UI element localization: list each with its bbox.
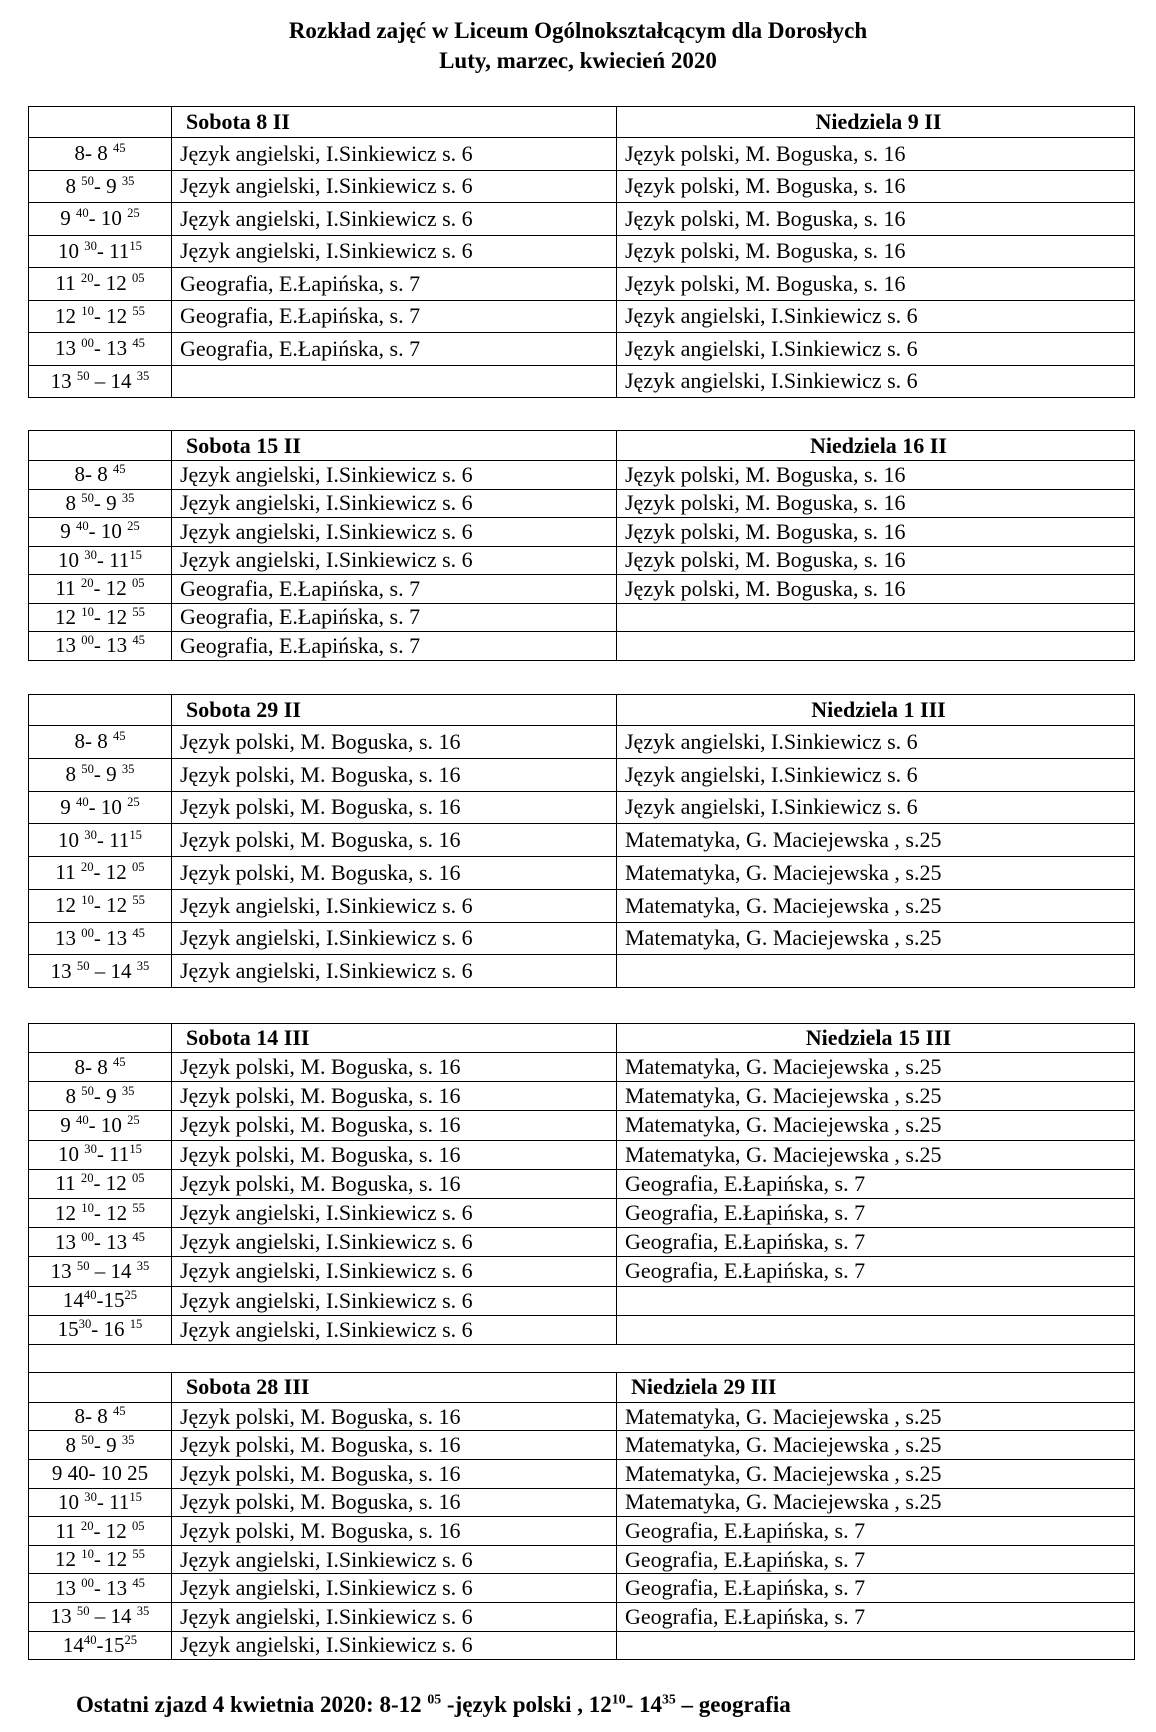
saturday-class-cell: Język angielski, I.Sinkiewicz s. 6	[172, 955, 617, 988]
schedule-row	[29, 1198, 1135, 1227]
saturday-class-cell: Język polski, M. Boguska, s. 16	[172, 1053, 617, 1082]
sunday-class-cell: Matematyka, G. Maciejewska , s.25	[617, 1140, 1135, 1169]
saturday-class-cell: Język polski, M. Boguska, s. 16	[172, 1082, 617, 1111]
time-slot-cell: 8 $^{50}$- 9 $^{35}$	[29, 170, 172, 203]
sunday-class-cell: Geografia, E.Łapińska, s. 7	[617, 1517, 1135, 1546]
sunday-class-cell	[617, 1286, 1135, 1315]
saturday-class-cell: Język polski, M. Boguska, s. 16	[172, 1140, 617, 1169]
sunday-class-cell: Matematyka, G. Maciejewska , s.25	[617, 889, 1135, 922]
sunday-class-cell: Język angielski, I.Sinkiewicz s. 6	[617, 726, 1135, 759]
schedule-row	[29, 758, 1135, 791]
sunday-class-cell: Język polski, M. Boguska, s. 16	[617, 268, 1135, 301]
saturday-class-cell: Język polski, M. Boguska, s. 16	[172, 1488, 617, 1517]
sunday-class-cell	[617, 1631, 1135, 1660]
time-slot-cell: 13 $^{00}$- 13 $^{45}$	[29, 1228, 172, 1257]
time-header-cell	[29, 431, 172, 461]
schedule-row	[29, 889, 1135, 922]
saturday-class-cell: Język angielski, I.Sinkiewicz s. 6	[172, 922, 617, 955]
saturday-class-cell: Język angielski, I.Sinkiewicz s. 6	[172, 1631, 617, 1660]
schedule-row	[29, 461, 1135, 490]
schedule-row	[29, 1140, 1135, 1169]
saturday-class-cell: Język angielski, I.Sinkiewicz s. 6	[172, 235, 617, 268]
saturday-header: Sobota 29 II	[172, 695, 617, 726]
saturday-class-cell: Język angielski, I.Sinkiewicz s. 6	[172, 1228, 617, 1257]
time-slot-cell: 9 $^{40}$- 10 $^{25}$	[29, 1111, 172, 1140]
sunday-class-cell: Geografia, E.Łapińska, s. 7	[617, 1574, 1135, 1603]
time-slot-cell: 11 $^{20}$- 12 $^{05}$	[29, 1517, 172, 1546]
saturday-class-cell: Język polski, M. Boguska, s. 16	[172, 791, 617, 824]
sunday-class-cell: Język polski, M. Boguska, s. 16	[617, 461, 1135, 490]
time-slot-cell: 10 $^{30}$- $11^{15}$	[29, 824, 172, 857]
time-slot-cell: 9 $^{40}$- 10 $^{25}$	[29, 791, 172, 824]
time-slot-cell: 10 $^{30}$- $11^{15}$	[29, 1140, 172, 1169]
saturday-class-cell: Język polski, M. Boguska, s. 16	[172, 1431, 617, 1460]
sunday-class-cell: Matematyka, G. Maciejewska , s.25	[617, 824, 1135, 857]
schedule-row	[29, 1603, 1135, 1632]
time-slot-cell: $15^{30}-$ 16 $^{15}$	[29, 1315, 172, 1344]
schedule-row	[29, 1488, 1135, 1517]
time-slot-cell: 11 $^{20}$- 12 $^{05}$	[29, 575, 172, 604]
sunday-header: Niedziela 16 II	[617, 431, 1135, 461]
saturday-class-cell: Język angielski, I.Sinkiewicz s. 6	[172, 1603, 617, 1632]
sunday-class-cell: Matematyka, G. Maciejewska , s.25	[617, 1053, 1135, 1082]
saturday-header: Sobota 28 III	[172, 1372, 617, 1402]
sunday-class-cell: Geografia, E.Łapińska, s. 7	[617, 1228, 1135, 1257]
schedule-table-weekends-4-5	[28, 1023, 1135, 1660]
schedule-row	[29, 1431, 1135, 1460]
saturday-class-cell: Język angielski, I.Sinkiewicz s. 6	[172, 203, 617, 236]
schedule-row	[29, 1545, 1135, 1574]
time-slot-cell: 13 $^{00}$- 13 $^{45}$	[29, 333, 172, 366]
sunday-class-cell	[617, 1315, 1135, 1344]
table-header-row	[29, 1372, 1135, 1402]
time-slot-cell: 9 $^{40}$- 10 $^{25}$	[29, 203, 172, 236]
schedule-row	[29, 300, 1135, 333]
saturday-class-cell: Geografia, E.Łapińska, s. 7	[172, 300, 617, 333]
time-slot-cell: 8 $^{50}$- 9 $^{35}$	[29, 1082, 172, 1111]
schedule-row	[29, 518, 1135, 547]
saturday-class-cell: Język angielski, I.Sinkiewicz s. 6	[172, 461, 617, 490]
schedule-row	[29, 546, 1135, 575]
saturday-class-cell: Język angielski, I.Sinkiewicz s. 6	[172, 1315, 617, 1344]
saturday-class-cell: Język polski, M. Boguska, s. 16	[172, 1402, 617, 1431]
saturday-class-cell: Język angielski, I.Sinkiewicz s. 6	[172, 489, 617, 518]
sunday-class-cell	[617, 632, 1135, 661]
schedule-row	[29, 1286, 1135, 1315]
separator-row	[29, 1344, 1135, 1372]
sunday-class-cell: Język angielski, I.Sinkiewicz s. 6	[617, 791, 1135, 824]
saturday-class-cell: Język polski, M. Boguska, s. 16	[172, 1169, 617, 1198]
schedule-row	[29, 138, 1135, 171]
time-slot-cell: 10 $^{30}$- $11^{15}$	[29, 235, 172, 268]
saturday-class-cell: Geografia, E.Łapińska, s. 7	[172, 268, 617, 301]
time-slot-cell: $14^{40}-15^{25}$	[29, 1631, 172, 1660]
saturday-class-cell: Geografia, E.Łapińska, s. 7	[172, 333, 617, 366]
sunday-class-cell: Język polski, M. Boguska, s. 16	[617, 575, 1135, 604]
schedule-row	[29, 489, 1135, 518]
saturday-class-cell: Język polski, M. Boguska, s. 16	[172, 726, 617, 759]
sunday-class-cell: Geografia, E.Łapińska, s. 7	[617, 1545, 1135, 1574]
schedule-row	[29, 1631, 1135, 1660]
schedule-row	[29, 1315, 1135, 1344]
schedule-row	[29, 203, 1135, 236]
time-slot-cell: 13 $^{00}$- 13 $^{45}$	[29, 922, 172, 955]
time-slot-cell: 8 $^{50}$- 9 $^{35}$	[29, 1431, 172, 1460]
saturday-header: Sobota 8 II	[172, 107, 617, 138]
time-slot-cell: 8- 8 $^{45}$	[29, 1402, 172, 1431]
sunday-class-cell: Matematyka, G. Maciejewska , s.25	[617, 1460, 1135, 1489]
saturday-class-cell: Geografia, E.Łapińska, s. 7	[172, 632, 617, 661]
sunday-header: Niedziela 15 III	[617, 1024, 1135, 1053]
saturday-class-cell: Język angielski, I.Sinkiewicz s. 6	[172, 889, 617, 922]
schedule-row	[29, 1111, 1135, 1140]
saturday-class-cell: Język polski, M. Boguska, s. 16	[172, 857, 617, 890]
time-header-cell	[29, 1372, 172, 1402]
time-slot-cell: 10 $^{30}$- $11^{15}$	[29, 1488, 172, 1517]
schedule-row	[29, 365, 1135, 398]
sunday-class-cell: Matematyka, G. Maciejewska , s.25	[617, 1431, 1135, 1460]
schedule-row	[29, 1257, 1135, 1286]
footer-note: Ostatni zjazd 4 kwietnia 2020: 8-12 $^{05}$ -język polski , $12^{10}-$ $14^{35}$ – geografia	[76, 1691, 791, 1717]
sunday-class-cell: Geografia, E.Łapińska, s. 7	[617, 1169, 1135, 1198]
time-slot-cell: 12 $^{10}$- 12 $^{55}$	[29, 1545, 172, 1574]
time-slot-cell: 12 $^{10}$- 12 $^{55}$	[29, 300, 172, 333]
time-slot-cell: 13 $^{50}$ – 14 $^{35}$	[29, 955, 172, 988]
sunday-class-cell: Matematyka, G. Maciejewska , s.25	[617, 922, 1135, 955]
page-subtitle: Luty, marzec, kwiecień 2020	[439, 48, 717, 73]
table-header-row	[29, 695, 1135, 726]
time-slot-cell: 8 $^{50}$- 9 $^{35}$	[29, 758, 172, 791]
saturday-class-cell: Język angielski, I.Sinkiewicz s. 6	[172, 1198, 617, 1227]
time-slot-cell: 8- 8 $^{45}$	[29, 1053, 172, 1082]
schedule-table-weekend-1	[28, 106, 1135, 398]
schedule-row	[29, 268, 1135, 301]
sunday-class-cell: Matematyka, G. Maciejewska , s.25	[617, 857, 1135, 890]
sunday-class-cell: Język polski, M. Boguska, s. 16	[617, 546, 1135, 575]
schedule-row	[29, 1169, 1135, 1198]
time-slot-cell: 12 $^{10}$- 12 $^{55}$	[29, 603, 172, 632]
schedule-row	[29, 791, 1135, 824]
schedule-row	[29, 857, 1135, 890]
sunday-header: Niedziela 29 III	[617, 1372, 1135, 1402]
time-slot-cell: 12 $^{10}$- 12 $^{55}$	[29, 1198, 172, 1227]
saturday-class-cell: Język polski, M. Boguska, s. 16	[172, 1517, 617, 1546]
schedule-row	[29, 726, 1135, 759]
time-slot-cell: 11 $^{20}$- 12 $^{05}$	[29, 268, 172, 301]
saturday-class-cell	[172, 365, 617, 398]
schedule-row	[29, 1053, 1135, 1082]
schedule-row	[29, 1574, 1135, 1603]
schedule-row	[29, 955, 1135, 988]
schedule-row	[29, 603, 1135, 632]
saturday-class-cell: Język angielski, I.Sinkiewicz s. 6	[172, 1257, 617, 1286]
schedule-row	[29, 824, 1135, 857]
saturday-class-cell: Geografia, E.Łapińska, s. 7	[172, 575, 617, 604]
sunday-class-cell: Geografia, E.Łapińska, s. 7	[617, 1257, 1135, 1286]
schedule-row	[29, 170, 1135, 203]
time-slot-cell: 13 $^{50}$ – 14 $^{35}$	[29, 365, 172, 398]
sunday-class-cell: Język polski, M. Boguska, s. 16	[617, 138, 1135, 171]
table-header-row	[29, 1024, 1135, 1053]
sunday-class-cell: Matematyka, G. Maciejewska , s.25	[617, 1082, 1135, 1111]
sunday-header: Niedziela 9 II	[617, 107, 1135, 138]
table-header-row	[29, 107, 1135, 138]
sunday-class-cell: Język angielski, I.Sinkiewicz s. 6	[617, 365, 1135, 398]
time-header-cell	[29, 107, 172, 138]
time-slot-cell: 8- 8 $^{45}$	[29, 138, 172, 171]
saturday-class-cell: Język polski, M. Boguska, s. 16	[172, 824, 617, 857]
schedule-row	[29, 235, 1135, 268]
schedule-row	[29, 1228, 1135, 1257]
schedule-row	[29, 1402, 1135, 1431]
sunday-class-cell: Geografia, E.Łapińska, s. 7	[617, 1198, 1135, 1227]
time-header-cell	[29, 695, 172, 726]
schedule-row	[29, 1517, 1135, 1546]
time-slot-cell: 13 $^{50}$ – 14 $^{35}$	[29, 1257, 172, 1286]
empty-separator-cell	[29, 1344, 1135, 1372]
saturday-class-cell: Język angielski, I.Sinkiewicz s. 6	[172, 518, 617, 547]
sunday-class-cell: Język polski, M. Boguska, s. 16	[617, 489, 1135, 518]
saturday-class-cell: Język polski, M. Boguska, s. 16	[172, 1111, 617, 1140]
saturday-class-cell: Język angielski, I.Sinkiewicz s. 6	[172, 1545, 617, 1574]
schedule-row	[29, 632, 1135, 661]
table-header-row	[29, 431, 1135, 461]
saturday-header: Sobota 15 II	[172, 431, 617, 461]
time-slot-cell: 11 $^{20}$- 12 $^{05}$	[29, 857, 172, 890]
saturday-class-cell: Geografia, E.Łapińska, s. 7	[172, 603, 617, 632]
sunday-header: Niedziela 1 III	[617, 695, 1135, 726]
sunday-class-cell: Język polski, M. Boguska, s. 16	[617, 235, 1135, 268]
time-slot-cell: 8- 8 $^{45}$	[29, 726, 172, 759]
time-header-cell	[29, 1024, 172, 1053]
sunday-class-cell: Język polski, M. Boguska, s. 16	[617, 170, 1135, 203]
sunday-class-cell: Język angielski, I.Sinkiewicz s. 6	[617, 300, 1135, 333]
sunday-class-cell: Matematyka, G. Maciejewska , s.25	[617, 1402, 1135, 1431]
schedule-row	[29, 575, 1135, 604]
schedule-row	[29, 333, 1135, 366]
time-slot-cell: 8- 8 $^{45}$	[29, 461, 172, 490]
time-slot-cell: 12 $^{10}$- 12 $^{55}$	[29, 889, 172, 922]
time-slot-cell: 13 $^{50}$ – 14 $^{35}$	[29, 1603, 172, 1632]
saturday-class-cell: Język polski, M. Boguska, s. 16	[172, 1460, 617, 1489]
time-slot-cell: 11 $^{20}$- 12 $^{05}$	[29, 1169, 172, 1198]
saturday-class-cell: Język polski, M. Boguska, s. 16	[172, 758, 617, 791]
saturday-class-cell: Język angielski, I.Sinkiewicz s. 6	[172, 138, 617, 171]
page-title: Rozkład zajęć w Liceum Ogólnokształcącym dla Dorosłych	[288, 18, 868, 43]
sunday-class-cell: Matematyka, G. Maciejewska , s.25	[617, 1111, 1135, 1140]
sunday-class-cell: Język angielski, I.Sinkiewicz s. 6	[617, 333, 1135, 366]
time-slot-cell: 8 $^{50}$- 9 $^{35}$	[29, 489, 172, 518]
schedule-table-weekend-3	[28, 694, 1135, 988]
time-slot-cell: 9 40- 10 25	[29, 1460, 172, 1489]
schedule-row	[29, 1082, 1135, 1111]
sunday-class-cell: Język angielski, I.Sinkiewicz s. 6	[617, 758, 1135, 791]
saturday-class-cell: Język angielski, I.Sinkiewicz s. 6	[172, 170, 617, 203]
sunday-class-cell: Język polski, M. Boguska, s. 16	[617, 518, 1135, 547]
sunday-class-cell: Matematyka, G. Maciejewska , s.25	[617, 1488, 1135, 1517]
sunday-class-cell: Język polski, M. Boguska, s. 16	[617, 203, 1135, 236]
time-slot-cell: $14^{40}-15^{25}$	[29, 1286, 172, 1315]
schedule-row	[29, 1460, 1135, 1489]
time-slot-cell: 9 $^{40}$- 10 $^{25}$	[29, 518, 172, 547]
time-slot-cell: 13 $^{00}$- 13 $^{45}$	[29, 632, 172, 661]
saturday-header: Sobota 14 III	[172, 1024, 617, 1053]
sunday-class-cell	[617, 603, 1135, 632]
schedule-row	[29, 922, 1135, 955]
schedule-table-weekend-2	[28, 430, 1135, 661]
sunday-class-cell: Geografia, E.Łapińska, s. 7	[617, 1603, 1135, 1632]
saturday-class-cell: Język angielski, I.Sinkiewicz s. 6	[172, 1574, 617, 1603]
saturday-class-cell: Język angielski, I.Sinkiewicz s. 6	[172, 546, 617, 575]
time-slot-cell: 13 $^{00}$- 13 $^{45}$	[29, 1574, 172, 1603]
sunday-class-cell	[617, 955, 1135, 988]
time-slot-cell: 10 $^{30}$- $11^{15}$	[29, 546, 172, 575]
saturday-class-cell: Język angielski, I.Sinkiewicz s. 6	[172, 1286, 617, 1315]
